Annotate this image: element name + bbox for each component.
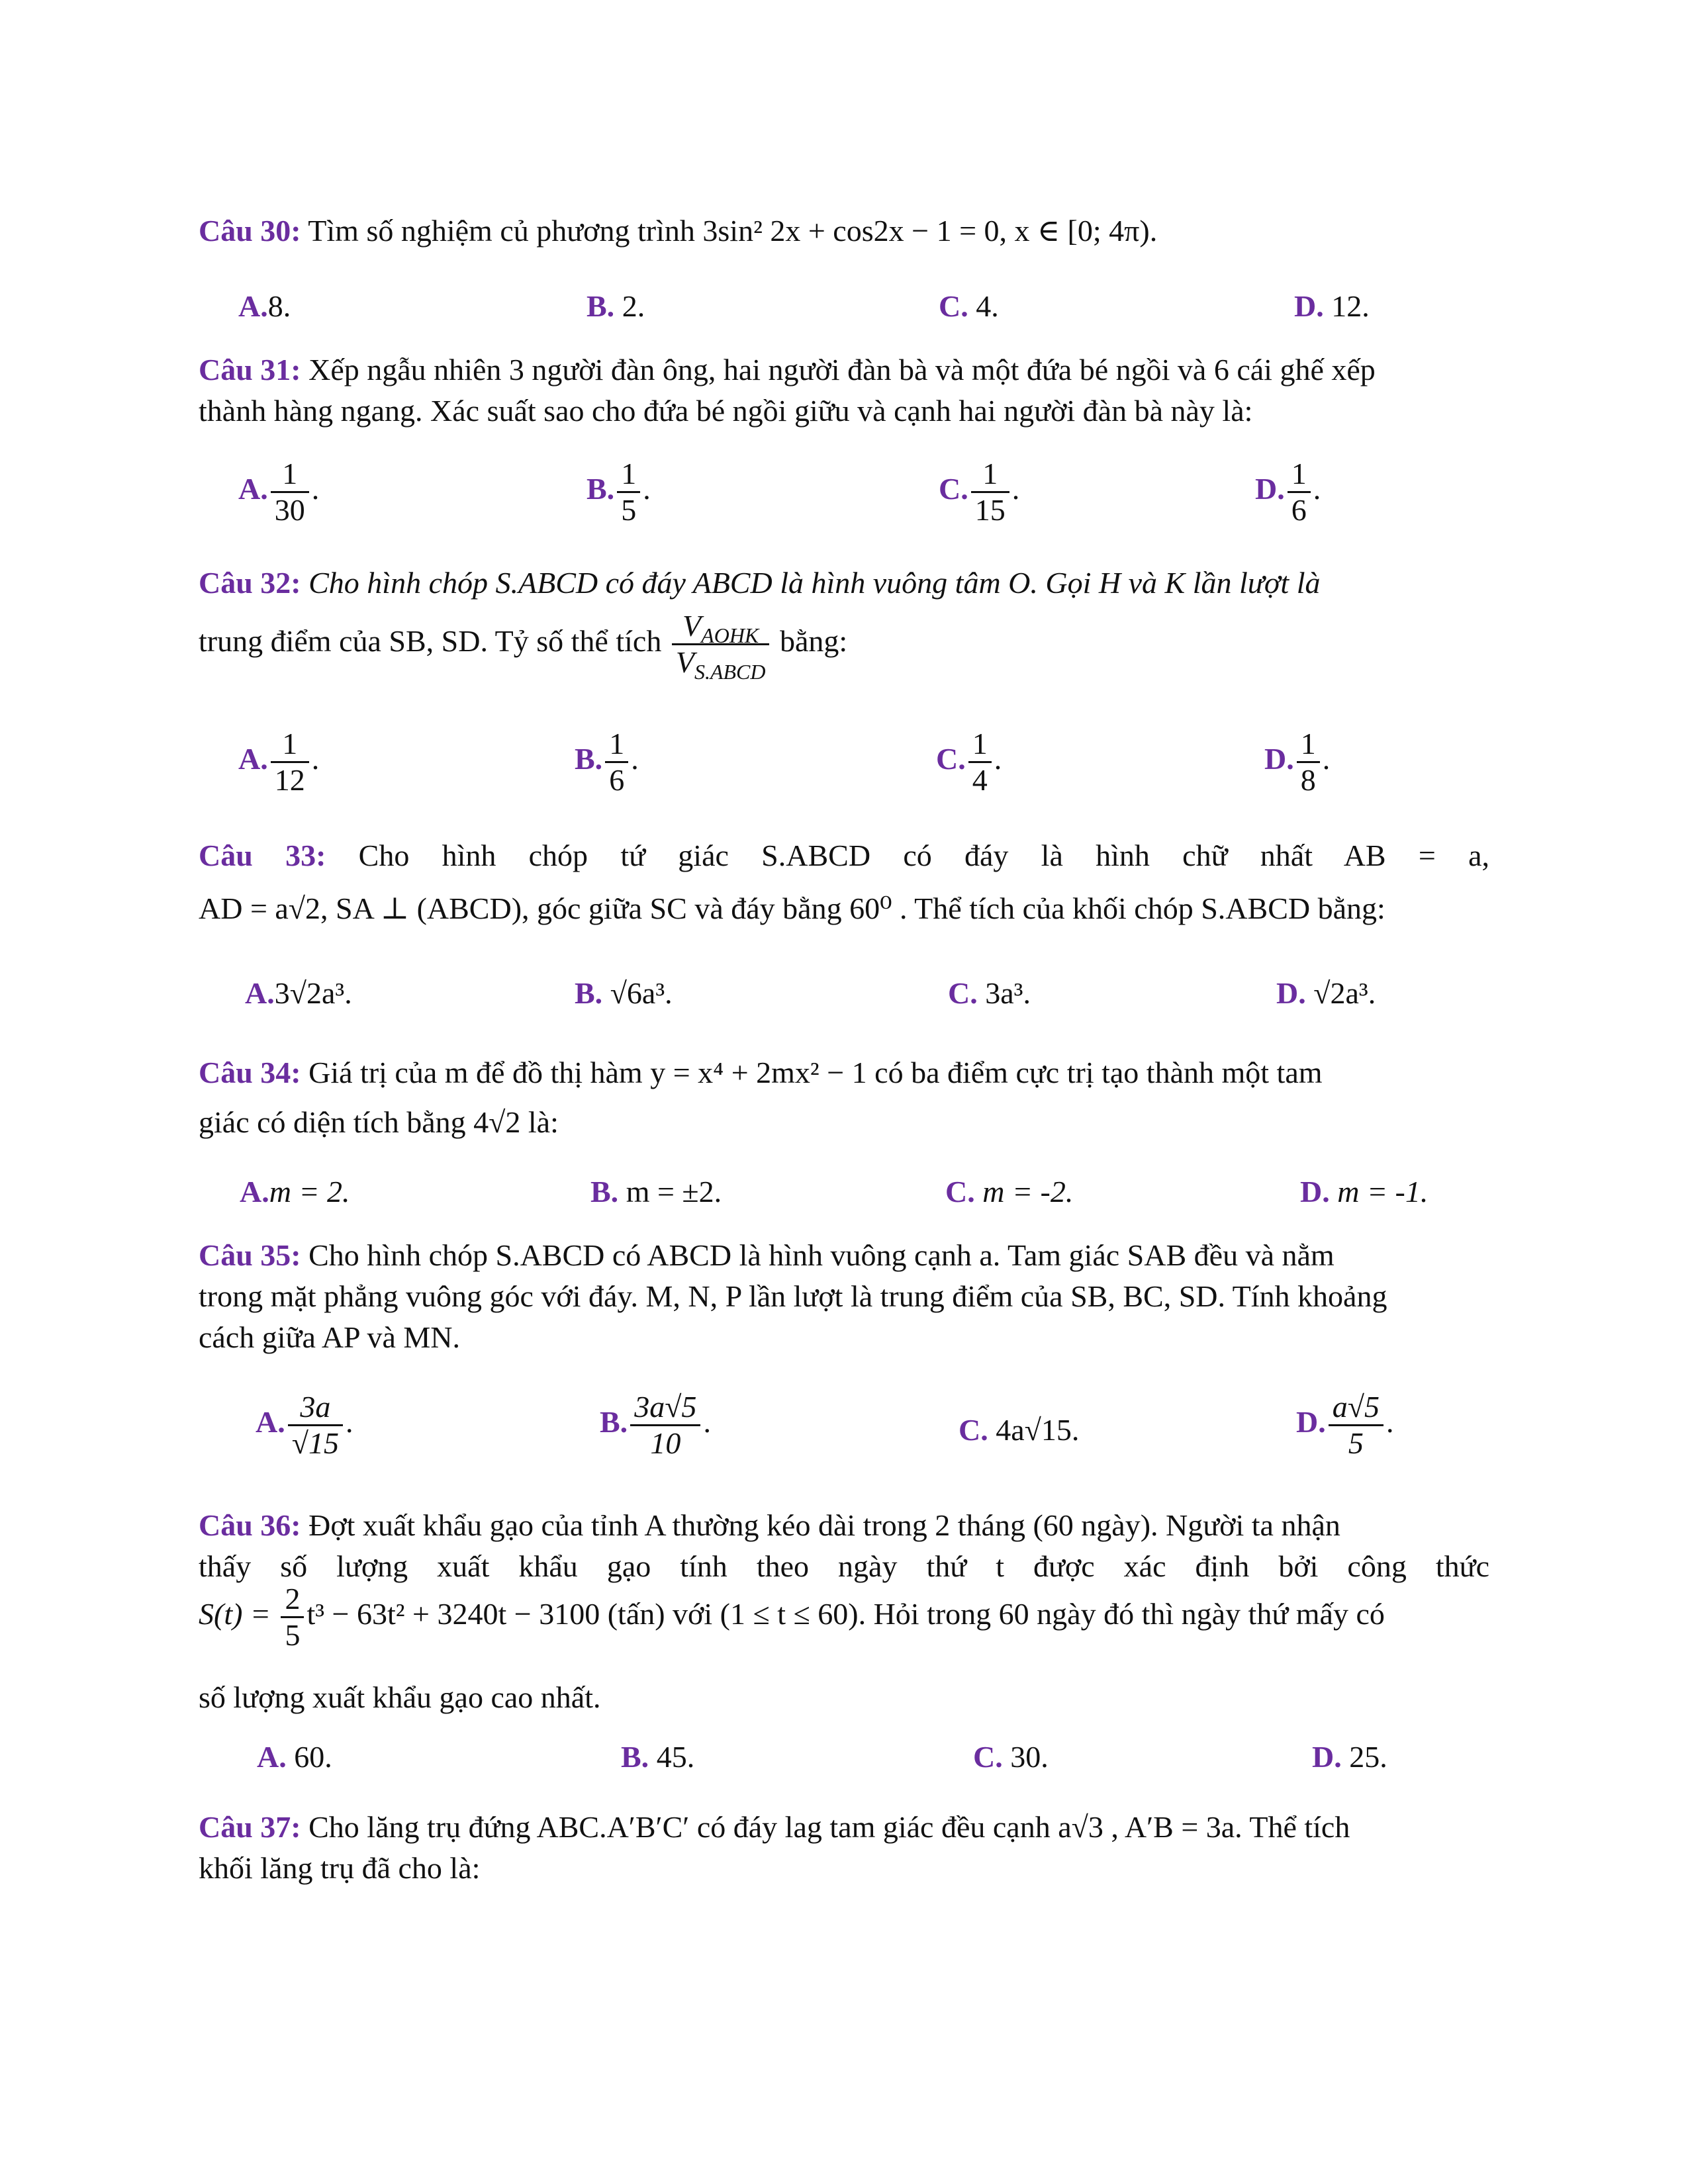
option-d: D. $\frac{a√5}{5}$ .	[1296, 1390, 1394, 1460]
option-a	[245, 973, 352, 1014]
question-text: Giá trị của m để đồ thị hàm y = x⁴ + 2mx² − 1 có ba điểm cực trị tạo thành một tam	[301, 1056, 1323, 1089]
option-value: m = -2.	[974, 1175, 1074, 1208]
option-letter: B.	[586, 472, 615, 506]
option-c	[945, 1171, 1073, 1212]
option-letter: C.	[973, 1740, 1003, 1774]
question-32	[199, 563, 1489, 604]
question-text: Cho hình chóp S.ABCD có ABCD là hình vuông cạnh a. Tam giác SAB đều và nằm	[301, 1238, 1335, 1272]
option-value: 30.	[1002, 1740, 1049, 1774]
fraction: $\frac{1}{15}$	[971, 457, 1009, 527]
question-36-formula	[199, 1582, 1489, 1653]
option-letter: B.	[575, 976, 603, 1010]
question-32-line2	[199, 609, 1489, 684]
option-d: D. $\frac{1}{8}$ .	[1264, 727, 1331, 797]
option-value: m = 2.	[269, 1175, 350, 1208]
option-b: B. $\frac{1}{5}$ .	[586, 457, 651, 527]
question-text: Tìm số nghiệm củ phương trình	[301, 214, 703, 248]
option-d	[1294, 286, 1370, 327]
question-30	[199, 210, 1489, 251]
fraction: $\frac{2}{5}$	[281, 1582, 304, 1653]
option-d: D. $\frac{1}{6}$ .	[1255, 457, 1321, 527]
option-value: 3a³.	[977, 976, 1031, 1010]
option-letter: C.	[939, 472, 968, 506]
question-label: Câu 32:	[199, 566, 301, 600]
question-36	[199, 1505, 1489, 1587]
question-text: AD = a√2, SA ⊥ (ABCD), góc giữa SC và đáy bằng 60⁰ . Thể tích của khối chóp S.ABCD bằng:	[199, 891, 1385, 925]
option-letter: D.	[1312, 1740, 1342, 1774]
question-label: Câu 35:	[199, 1238, 301, 1272]
fraction: $\frac{1}{4}$	[968, 727, 992, 797]
question-text: Xếp ngẫu nhiên 3 người đàn ông, hai người đàn bà và một đứa bé ngồi và 6 cái ghế xếp	[301, 353, 1376, 387]
option-a: A. $\frac{3a}{√15}$ .	[256, 1390, 353, 1460]
option-letter: D.	[1300, 1175, 1330, 1208]
option-b	[590, 1171, 722, 1212]
question-label: Câu 31:	[199, 353, 301, 387]
fraction: $\frac{a√5}{5}$	[1329, 1390, 1383, 1461]
question-text: trong mặt phẳng vuông góc với đáy. M, N, P lần lượt là trung điểm của SB, BC, SD. Tính khoảng	[199, 1279, 1387, 1313]
option-letter: A.	[245, 976, 275, 1010]
question-31	[199, 349, 1489, 432]
option-b	[621, 1737, 694, 1778]
formula-left: S(t) =	[199, 1597, 279, 1631]
option-letter: A.	[240, 1175, 269, 1208]
option-value: m = ±2.	[618, 1175, 722, 1208]
option-letter: D.	[1255, 472, 1285, 506]
option-letter: B.	[621, 1740, 649, 1774]
question-36-line4	[199, 1677, 1489, 1718]
fraction: $\frac{3a}{√15}$	[288, 1390, 343, 1461]
option-a: A. $\frac{1}{30}$ .	[238, 457, 320, 527]
option-b	[575, 973, 673, 1014]
fraction: $\frac{1}{6}$	[605, 727, 628, 797]
option-letter: B.	[575, 742, 603, 776]
question-text: Cho hình chóp S.ABCD có đáy ABCD là hình vuông tâm O. Gọi H và K lần lượt là	[301, 566, 1321, 600]
option-letter: C.	[939, 289, 968, 323]
question-33-line2	[199, 888, 1489, 929]
option-c: C. $\frac{1}{4}$ .	[936, 727, 1002, 797]
option-letter: A.	[238, 472, 268, 506]
question-label: Câu 30:	[199, 214, 301, 248]
option-value: √2a³.	[1305, 976, 1376, 1010]
option-a: A. $\frac{1}{12}$ .	[238, 727, 320, 797]
question-label: Câu 37:	[199, 1810, 301, 1844]
option-value: 3√2a³.	[274, 976, 352, 1010]
option-value: 4.	[968, 289, 999, 323]
option-value: m = -1.	[1329, 1175, 1429, 1208]
fraction: $\frac{1}{30}$	[271, 457, 309, 527]
question-34	[199, 1052, 1489, 1152]
option-letter: A.	[238, 742, 268, 776]
option-value: √6a³.	[602, 976, 673, 1010]
option-d	[1312, 1737, 1387, 1778]
question-text: trung điểm của SB, SD. Tỷ số thể tích	[199, 624, 669, 659]
question-text: khối lăng trụ đã cho là:	[199, 1851, 481, 1885]
question-label: Câu 33:	[199, 839, 326, 872]
question-label: Câu 36:	[199, 1508, 301, 1542]
option-b: B. $\frac{1}{6}$ .	[575, 727, 639, 797]
option-value: 45.	[649, 1740, 695, 1774]
volume-ratio: $\frac{V_{AOHK}}{V_{S.ABCD}}$	[672, 609, 770, 680]
option-letter: B.	[600, 1405, 628, 1439]
question-text: Đợt xuất khẩu gạo của tỉnh A thường kéo dài trong 2 tháng (60 ngày). Người ta nhận	[301, 1508, 1340, 1542]
option-letter: D.	[1264, 742, 1294, 776]
option-letter: C.	[936, 742, 966, 776]
option-c	[939, 286, 999, 327]
option-c	[973, 1737, 1049, 1778]
option-letter: B.	[590, 1175, 619, 1208]
option-letter: B.	[586, 289, 615, 323]
option-letter: A.	[256, 1405, 285, 1439]
question-label: Câu 34:	[199, 1056, 301, 1089]
option-value: 60.	[286, 1740, 332, 1774]
fraction: $\frac{3a√5}{10}$	[630, 1390, 700, 1461]
question-text: giác có diện tích bằng 4√2 là:	[199, 1105, 559, 1139]
option-letter: C.	[945, 1175, 975, 1208]
option-d	[1276, 973, 1376, 1014]
option-value: 2.	[614, 289, 645, 323]
question-text: số lượng xuất khẩu gạo cao nhất.	[199, 1680, 601, 1714]
equation: 3sin² 2x + cos2x − 1 = 0, x ∈ [0; 4π).	[702, 214, 1158, 248]
option-c	[948, 973, 1031, 1014]
option-letter: C.	[959, 1413, 988, 1447]
question-37	[199, 1807, 1489, 1889]
option-a	[257, 1737, 332, 1778]
option-value: 25.	[1341, 1740, 1387, 1774]
question-text: cách giữa AP và MN.	[199, 1320, 460, 1354]
option-letter: D.	[1276, 976, 1306, 1010]
option-b	[586, 286, 645, 327]
option-b: B. $\frac{3a√5}{10}$ .	[600, 1390, 711, 1460]
question-text: bằng:	[772, 624, 848, 659]
question-text: thành hàng ngang. Xác suất sao cho đứa bé ngồi giữu và cạnh hai người đàn bà này là:	[199, 394, 1253, 428]
fraction: $\frac{1}{5}$	[617, 457, 640, 527]
option-d	[1300, 1171, 1428, 1212]
option-a	[238, 286, 291, 327]
question-text: Cho lăng trụ đứng ABC.A′B′C′ có đáy lag tam giác đều cạnh a√3 , A′B = 3a. Thể tích	[301, 1810, 1350, 1844]
question-35	[199, 1235, 1489, 1358]
question-text: thấy số lượng xuất khẩu gạo tính theo ngày thứ t được xác định bởi công thức	[199, 1549, 1489, 1583]
question-text: Cho hình chóp tứ giác S.ABCD có đáy là hình chữ nhất AB = a,	[326, 839, 1490, 872]
option-value: 8.	[267, 289, 291, 323]
option-value: 4a√15.	[988, 1413, 1080, 1447]
option-letter: A.	[238, 289, 268, 323]
fraction: $\frac{1}{12}$	[271, 727, 309, 797]
option-c	[959, 1410, 1079, 1451]
option-letter: D.	[1294, 289, 1324, 323]
fraction: $\frac{1}{6}$	[1288, 457, 1311, 527]
option-letter: A.	[257, 1740, 287, 1774]
option-letter: D.	[1296, 1405, 1326, 1439]
question-text: t³ − 63t² + 3240t − 3100 (tấn) với (1 ≤ t ≤ 60). Hỏi trong 60 ngày đó thì ngày thứ mấy có	[306, 1597, 1385, 1631]
fraction: $\frac{1}{8}$	[1297, 727, 1320, 797]
question-33	[199, 835, 1489, 876]
option-value: 12.	[1323, 289, 1370, 323]
option-c: C. $\frac{1}{15}$ .	[939, 457, 1020, 527]
option-letter: C.	[948, 976, 978, 1010]
option-a	[240, 1171, 350, 1212]
